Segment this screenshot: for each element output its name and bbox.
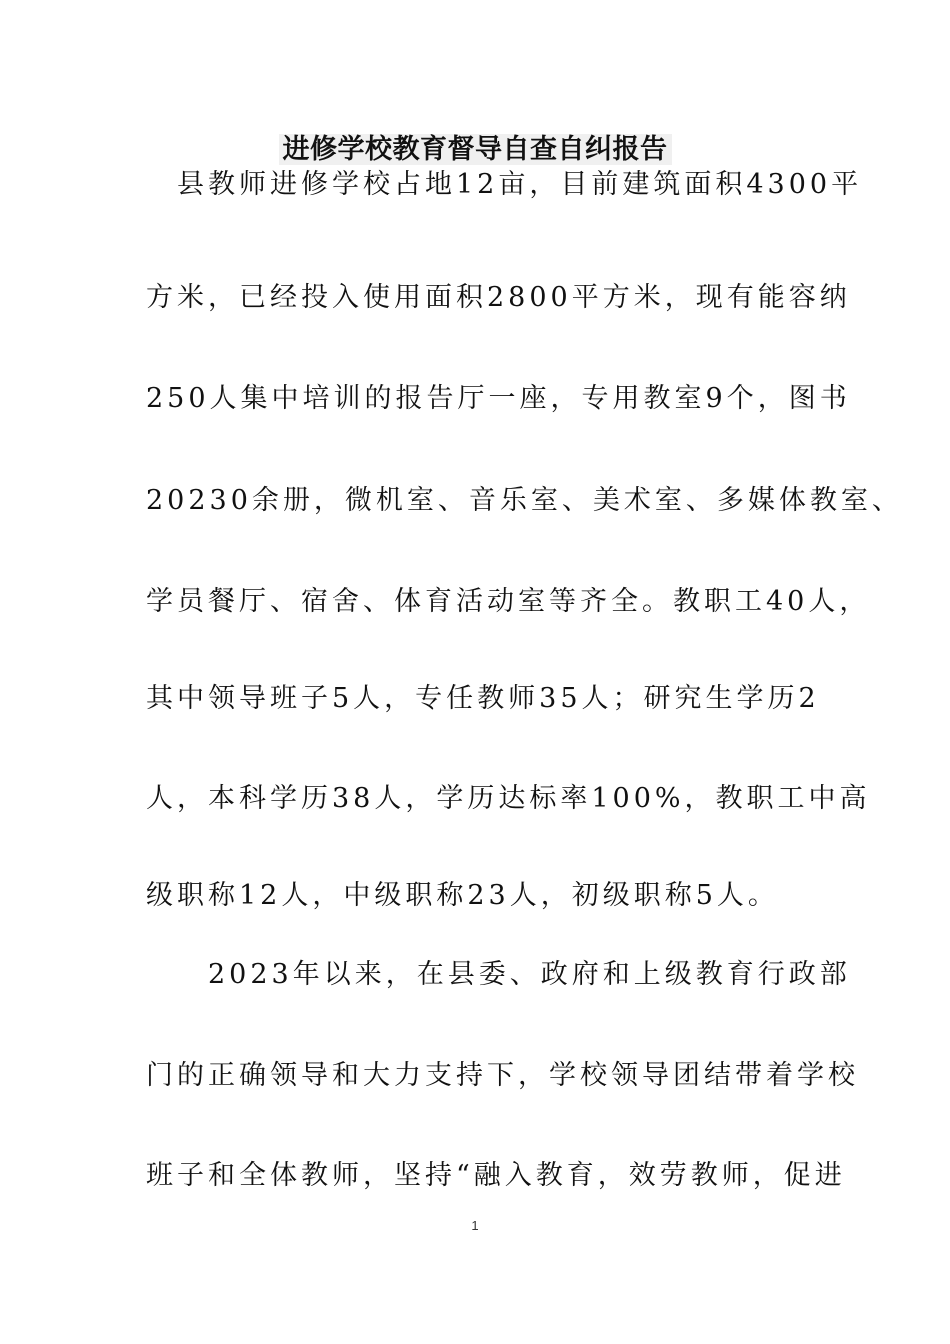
document-title — [0, 130, 950, 170]
body-line-3: 250人集中培训的报告厅一座，专用教室9个，图书 — [146, 383, 851, 414]
body-line-7: 人，本科学历38人，学历达标率100%，教职工中高 — [146, 783, 871, 814]
body-line-1: 县教师进修学校占地12亩，目前建筑面积4300平 — [146, 169, 863, 200]
body-line-2: 方米，已经投入使用面积2800平方米，现有能容纳 — [146, 282, 851, 313]
body-line-5: 学员餐厅、宿舍、体育活动室等齐全。教职工40人， — [146, 586, 871, 617]
page-number: 1 — [471, 1218, 479, 1233]
body-line-6: 其中领导班子5人，专任教师35人；研究生学历2 — [146, 683, 820, 714]
document-title-text: 进修学校教育督导自查自纠报告 — [279, 134, 672, 165]
body-line-9: 2023年以来，在县委、政府和上级教育行政部 — [146, 959, 851, 990]
body-line-10: 门的正确领导和大力支持下，学校领导团结带着学校 — [146, 1060, 859, 1091]
body-line-4: 20230余册，微机室、音乐室、美术室、多媒体教室、 — [146, 485, 903, 516]
body-line-8: 级职称12人，中级职称23人，初级职称5人。 — [146, 880, 779, 911]
body-line-11: 班子和全体教师，坚持“融入教育，效劳教师，促进 — [146, 1160, 846, 1191]
